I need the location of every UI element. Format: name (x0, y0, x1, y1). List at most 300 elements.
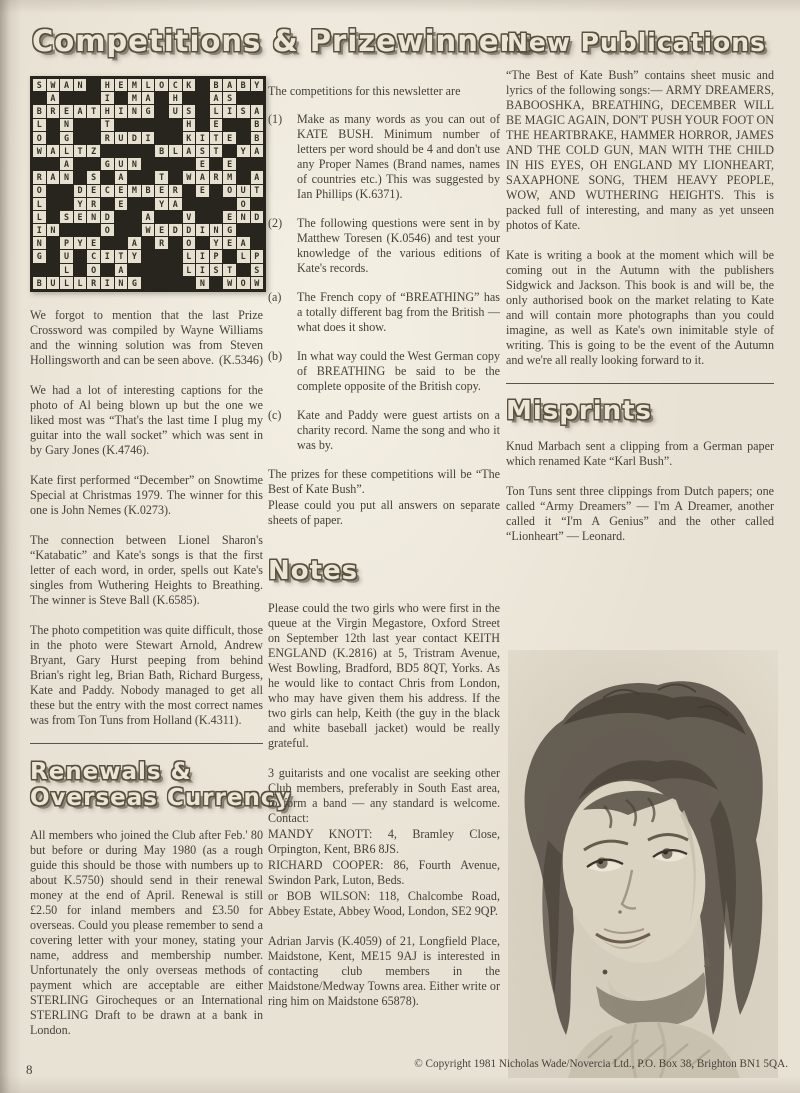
crossword-cell: O (101, 224, 114, 236)
crossword-cell: A (47, 171, 60, 183)
crossword-cell: T (223, 264, 236, 276)
crossword-cell: T (155, 171, 168, 183)
paragraph-katabatic-winner: The connection between Lionel Sharon's “Katabatic” and Kate's songs is that the first letter of each word, in order, spells out Kate's singles from Wuthering Heights to Breathing. The winner is Steve Ball (K.6585). (30, 532, 263, 607)
crossword-cell: E (223, 211, 236, 223)
crossword-cell: I (196, 224, 209, 236)
crossword-cell (101, 264, 114, 276)
crossword-cell: I (196, 264, 209, 276)
crossword-cell: B (210, 79, 223, 91)
crossword-cell (210, 211, 223, 223)
section-title-renewals-line1: Renewals & (30, 758, 192, 785)
crossword-cell: A (196, 171, 209, 183)
paragraph-caption-competition: We had a lot of interesting captions for the photo of Al being blown up but the one we liked most was “That's the last time I plug my guitar into the wall socket” which was sent in by Gary Jones (K.4746). (30, 382, 263, 457)
crossword-cell: L (60, 277, 73, 289)
copyright-line: © Copyright 1981 Nicholas Wade/Novercia Ltd., P.O. Box 38, Brighton BN1 5QA. (414, 1058, 788, 1070)
crossword-cell: Y (155, 198, 168, 210)
crossword-cell: R (47, 105, 60, 117)
crossword-cell (210, 185, 223, 197)
crossword-cell (115, 224, 128, 236)
crossword-cell (87, 132, 100, 144)
crossword-cell (210, 198, 223, 210)
crossword-cell: U (237, 185, 250, 197)
paragraph-answers: Please could you put all answers on separate sheets of paper. (268, 497, 500, 527)
crossword-cell: L (210, 105, 223, 117)
crossword-cell: T (101, 119, 114, 131)
crossword-cell: E (210, 119, 223, 131)
crossword-cell (169, 277, 182, 289)
crossword-cell (169, 264, 182, 276)
crossword-cell (155, 132, 168, 144)
crossword-cell: E (60, 105, 73, 117)
crossword-cell (74, 132, 87, 144)
crossword-cell (74, 224, 87, 236)
crossword-cell: G (128, 277, 141, 289)
crossword-cell: H (169, 92, 182, 104)
crossword-cell (169, 119, 182, 131)
crossword-cell: N (128, 158, 141, 170)
crossword-cell: S (33, 79, 46, 91)
crossword-cell: W (33, 145, 46, 157)
crossword-cell (210, 277, 223, 289)
crossword-cell: H (101, 79, 114, 91)
crossword-cell (251, 198, 264, 210)
crossword-cell: R (169, 185, 182, 197)
item-label: (a) (268, 289, 282, 304)
crossword-cell (60, 185, 73, 197)
crossword-cell (237, 119, 250, 131)
crossword-cell: I (223, 105, 236, 117)
crossword-cell: O (237, 198, 250, 210)
crossword-cell (87, 79, 100, 91)
portrait-sketch-illustration (508, 650, 778, 1078)
item-text: Make as many words as you can out of KATE BUSH. Minimum number of letters per word should be 4 and don't use any Proper Names (Brand names, names of countries etc.) This was suggested by Ian Phillips (K.6371). (297, 111, 500, 201)
crossword-cell: A (128, 237, 141, 249)
contact-bob-wilson: or BOB WILSON: 118, Chalcombe Road, Abbey Estate, Abbey Wood, London, SE2 9QP. (268, 888, 500, 918)
crossword-cell (142, 158, 155, 170)
crossword-cell: O (223, 185, 236, 197)
crossword-cell (33, 158, 46, 170)
crossword-cell: N (74, 79, 87, 91)
crossword-cell (142, 171, 155, 183)
competition-item-a (268, 290, 500, 335)
crossword-cell: A (183, 145, 196, 157)
crossword-cell: L (33, 119, 46, 131)
competition-item-2 (268, 216, 500, 276)
crossword-cell (223, 145, 236, 157)
crossword-cell: S (210, 264, 223, 276)
crossword-cell: L (142, 79, 155, 91)
crossword-cell: L (183, 264, 196, 276)
paragraph-band-seeking: 3 guitarists and one vocalist are seeking other Club members, preferably in South East area, to form a band — any standard is welcome. Contact: (268, 765, 500, 825)
membership-ref: (K.5346) (219, 352, 263, 367)
paragraph-photo-competition: The photo competition was quite difficult, those in the photo were Stewart Arnold, Andrew Bryant, Gary Hurst peeping from behind Brian's right leg, Brian Bath, Richard Burgess, Kate and Paddy. Nobody managed to get all these but the entry with the most correct names was from Ton Tuns from Holland (K.4311). (30, 622, 263, 727)
crossword-cell: A (210, 92, 223, 104)
crossword-cell: W (251, 277, 264, 289)
crossword-cell: A (251, 171, 264, 183)
crossword-cell (87, 92, 100, 104)
crossword-cell: G (33, 250, 46, 262)
crossword-cell: W (47, 79, 60, 91)
crossword-cell (142, 264, 155, 276)
crossword-cell: L (183, 250, 196, 262)
crossword-cell (155, 158, 168, 170)
competition-item-b (268, 349, 500, 394)
crossword-cell: Y (74, 198, 87, 210)
crossword-cell: N (210, 224, 223, 236)
left-column (30, 76, 292, 1053)
crossword-cell: E (115, 185, 128, 197)
crossword-cell: H (101, 105, 114, 117)
crossword-cell: Y (128, 250, 141, 262)
crossword-cell (128, 264, 141, 276)
crossword-cell (74, 119, 87, 131)
crossword-cell: G (101, 158, 114, 170)
crossword-cell (196, 211, 209, 223)
crossword-cell: E (223, 158, 236, 170)
crossword-cell (237, 92, 250, 104)
section-title-notes: Notes (268, 555, 359, 586)
crossword-cell: L (60, 264, 73, 276)
crossword-cell: P (60, 237, 73, 249)
crossword-cell: C (101, 185, 114, 197)
crossword-cell: B (251, 119, 264, 131)
crossword-cell: D (183, 224, 196, 236)
crossword-cell: L (33, 211, 46, 223)
crossword-cell: D (169, 224, 182, 236)
crossword-cell (142, 277, 155, 289)
crossword-cell: O (87, 264, 100, 276)
crossword-cell: D (74, 185, 87, 197)
crossword-cell: O (155, 79, 168, 91)
crossword-cell (142, 198, 155, 210)
crossword-cell: A (47, 92, 60, 104)
crossword-cell: E (223, 132, 236, 144)
crossword-cell (142, 250, 155, 262)
crossword-cell: Y (210, 237, 223, 249)
crossword-cell: V (183, 211, 196, 223)
crossword-cell (87, 119, 100, 131)
crossword-cell: S (183, 105, 196, 117)
crossword-cell: E (87, 237, 100, 249)
item-text: The following questions were sent in by Matthew Toresen (K.0546) and test your knowledge of the various editions of Kate's records. (297, 215, 500, 275)
crossword-cell: W (183, 171, 196, 183)
paragraph-notes-girls: Please could the two girls who were first in the queue at the Virgin Megastore, Oxford Street on September 12th last year contact KEITH ENGLAND (K.2816) at 5, Tristram Avenue, West Bowling, Bradford, BD5 8QT, Yorks. As he would like to contact Chris from London, who may have given them his address. If the two girls can help, Keith (the guy in the black and white baseball jacket) would be really grateful. (268, 600, 500, 750)
page-title-competitions-prizewinners: Competitions & Prizewinners (32, 24, 534, 58)
crossword-cell (210, 158, 223, 170)
crossword-cell: N (47, 224, 60, 236)
crossword-cell: K (183, 132, 196, 144)
crossword-cell (169, 250, 182, 262)
crossword-cell: P (210, 250, 223, 262)
crossword-cell (47, 132, 60, 144)
crossword-cell (74, 171, 87, 183)
crossword-cell: L (33, 198, 46, 210)
crossword-cell: D (251, 211, 264, 223)
crossword-cell (115, 92, 128, 104)
crossword-cell: L (74, 277, 87, 289)
crossword-cell (101, 198, 114, 210)
crossword-cell: I (196, 250, 209, 262)
crossword-cell: E (196, 185, 209, 197)
crossword-cell (115, 237, 128, 249)
crossword-cell: I (33, 224, 46, 236)
crossword-cell: N (237, 211, 250, 223)
paragraph-kate-book: Kate is writing a book at the moment which will be coming out in the Autumn with the publishers Sidgwick and Jackson. This book is and will be, the only authorised book on the market relating to Kate and will contain more photographs than you could imagine, as well as Kate's own inimitable style of writing. This is going to be the event of the Autumn and we're all really looking forward to it. (506, 247, 774, 367)
crossword-cell: Y (237, 145, 250, 157)
crossword-cell: S (237, 105, 250, 117)
crossword-cell (128, 198, 141, 210)
page-number: 8 (26, 1062, 33, 1077)
crossword-cell (74, 158, 87, 170)
crossword-cell (223, 119, 236, 131)
crossword-cell (74, 264, 87, 276)
crossword-cell: A (237, 237, 250, 249)
crossword-cell (155, 277, 168, 289)
crossword-cell: A (251, 105, 264, 117)
crossword-cell: A (223, 79, 236, 91)
crossword-cell (142, 145, 155, 157)
crossword-cell: I (101, 92, 114, 104)
crossword-cell (60, 92, 73, 104)
crossword-cell (74, 250, 87, 262)
crossword-cell (251, 158, 264, 170)
paragraph-misprint-dutch: Ton Tuns sent three clippings from Dutch papers; one called “Army Dreamers” — I'm A Dreamer, another called it “I'm A Genius” and the other called “Lionheart” — Leonard. (506, 483, 774, 543)
paragraph-renewals: All members who joined the Club after Feb.' 80 but before or during May 1980 (as a rough guide this should be those with numbers up to about K.5750) should send in their renewal money at the end of April. Renewal is still £2.50 for inland members and £3.50 for overseas. Could you please remember to send a covering letter with your money, stating your name, address and membership number. Unfortunately the only overseas methods of payment which are acceptable are either STERLING Girocheques or an International STERLING Draft to be drawn at a bank in London. (30, 827, 263, 1037)
crossword-cell (47, 250, 60, 262)
crossword-cell: Y (251, 79, 264, 91)
crossword-cell (196, 105, 209, 117)
crossword-cell: B (33, 105, 46, 117)
crossword-cell: K (183, 79, 196, 91)
crossword-cell: A (60, 79, 73, 91)
crossword-cell: E (74, 211, 87, 223)
crossword-cell: M (128, 79, 141, 91)
crossword-cell: A (169, 198, 182, 210)
crossword-cell (183, 277, 196, 289)
crossword-cell: A (74, 105, 87, 117)
crossword-cell: T (251, 185, 264, 197)
crossword-cell (33, 264, 46, 276)
crossword-cell: T (74, 145, 87, 157)
crossword-cell (47, 211, 60, 223)
crossword-cell: B (33, 277, 46, 289)
crossword-cell: T (87, 105, 100, 117)
right-column (506, 68, 774, 559)
crossword-cell: E (155, 224, 168, 236)
crossword-cell (237, 224, 250, 236)
crossword-cell (196, 237, 209, 249)
section-title-new-publications: New Publications (507, 28, 766, 57)
crossword-cell: N (87, 211, 100, 223)
crossword-cell: O (33, 185, 46, 197)
crossword-cell: I (142, 132, 155, 144)
crossword-cell (169, 171, 182, 183)
crossword-cell: R (101, 132, 114, 144)
crossword-cell: U (115, 132, 128, 144)
competition-item-c (268, 408, 500, 453)
crossword-cell (47, 185, 60, 197)
crossword-cell: E (155, 185, 168, 197)
crossword-cell: A (115, 171, 128, 183)
crossword-cell: R (87, 198, 100, 210)
crossword-cell (223, 198, 236, 210)
crossword-cell: D (101, 211, 114, 223)
crossword-cell: C (169, 79, 182, 91)
crossword-cell: B (251, 132, 264, 144)
crossword-cell: G (223, 224, 236, 236)
crossword-cell: L (169, 145, 182, 157)
crossword-cell (47, 237, 60, 249)
crossword-cell: A (142, 92, 155, 104)
crossword-cell: S (196, 145, 209, 157)
crossword-cell: G (142, 105, 155, 117)
paragraph-prizes: The prizes for these competitions will be “The Best of Kate Bush”. (268, 466, 500, 496)
crossword-cell (183, 158, 196, 170)
crossword-cell: S (251, 264, 264, 276)
crossword-cell: C (87, 250, 100, 262)
crossword-cell (223, 250, 236, 262)
crossword-cell (183, 198, 196, 210)
crossword-cell (142, 237, 155, 249)
crossword-cell (196, 198, 209, 210)
crossword-cell: R (210, 171, 223, 183)
crossword-cell (196, 119, 209, 131)
crossword-cell: U (169, 105, 182, 117)
crossword-cell (237, 132, 250, 144)
item-label: (1) (268, 111, 283, 126)
crossword-cell (196, 92, 209, 104)
item-text: In what way could the West German copy of BREATHING be said to be the complete opposite of the British copy. (297, 348, 500, 393)
section-title-misprints: Misprints (506, 395, 653, 426)
item-label: (b) (268, 348, 283, 363)
crossword-cell: L (60, 145, 73, 157)
crossword-cell (128, 145, 141, 157)
item-label: (c) (268, 407, 282, 422)
crossword-cell (47, 158, 60, 170)
middle-column (268, 84, 500, 1024)
crossword-cell (60, 198, 73, 210)
crossword-cell: N (115, 277, 128, 289)
crossword-cell: B (155, 145, 168, 157)
crossword-cell (115, 211, 128, 223)
kate-bush-portrait-photo (508, 650, 778, 1078)
crossword-cell: R (155, 237, 168, 249)
crossword-cell (142, 119, 155, 131)
crossword-cell: E (223, 237, 236, 249)
crossword-cell: I (101, 277, 114, 289)
crossword-cell: T (115, 250, 128, 262)
crossword-cell: E (115, 198, 128, 210)
crossword-cell (87, 224, 100, 236)
crossword-cell: H (183, 119, 196, 131)
crossword-cell (128, 171, 141, 183)
item-text: Kate and Paddy were guest artists on a charity record. Name the song and who it was by. (297, 407, 500, 452)
crossword-grid (30, 76, 266, 292)
crossword-cell: E (87, 185, 100, 197)
crossword-cell (183, 185, 196, 197)
crossword-cell (155, 211, 168, 223)
crossword-cell (128, 224, 141, 236)
crossword-cell (115, 119, 128, 131)
crossword-cell: S (223, 92, 236, 104)
crossword-cell: M (128, 92, 141, 104)
crossword-cell (155, 119, 168, 131)
paragraph-december-winner: Kate first performed “December” on Snowtime Special at Christmas 1979. The winner for this one is John Nemes (K.0273). (30, 472, 263, 517)
crossword-cell: D (128, 132, 141, 144)
crossword-cell: S (60, 211, 73, 223)
crossword-cell (128, 211, 141, 223)
crossword-cell: A (47, 145, 60, 157)
crossword-cell (33, 92, 46, 104)
crossword-cell (155, 105, 168, 117)
crossword-cell: U (60, 250, 73, 262)
crossword-cell (47, 198, 60, 210)
crossword-cell: A (251, 145, 264, 157)
divider-right-column (506, 383, 774, 384)
crossword-cell (101, 237, 114, 249)
crossword-cell: U (115, 158, 128, 170)
crossword-cell (183, 92, 196, 104)
crossword-cell: R (33, 171, 46, 183)
crossword-cell (47, 119, 60, 131)
crossword-cell (60, 224, 73, 236)
crossword-cell: A (115, 264, 128, 276)
crossword-cell: I (101, 250, 114, 262)
crossword-cell: N (60, 171, 73, 183)
item-text: The French copy of “BREATHING” has a totally different bag from the British — what does it show. (297, 289, 500, 334)
item-label: (2) (268, 215, 283, 230)
contact-mandy-knott: MANDY KNOTT: 4, Bramley Close, Orpington, Kent, BR6 8JS. (268, 826, 500, 856)
paragraph-misprint-karl-bush: Knud Marbach sent a clipping from a German paper which renamed Kate “Karl Bush”. (506, 439, 774, 468)
crossword-cell (47, 264, 60, 276)
crossword-cell (251, 224, 264, 236)
crossword-cell: E (196, 158, 209, 170)
crossword-cell: U (47, 277, 60, 289)
crossword-cell: N (33, 237, 46, 249)
crossword-cell: A (142, 211, 155, 223)
crossword-cell: Z (87, 145, 100, 157)
paragraph-text: We forgot to mention that the last Prize Crossword was compiled by Wayne Williams and the winning solution was from Steven Hollingsworth and can be seen above. (30, 308, 263, 367)
crossword-cell (169, 158, 182, 170)
crossword-cell: B (237, 79, 250, 91)
competitions-intro: The competitions for this newsletter are (268, 84, 461, 98)
paragraph-crossword-winner (30, 308, 263, 368)
crossword-cell (169, 132, 182, 144)
crossword-cell (101, 145, 114, 157)
crossword-cell: N (60, 119, 73, 131)
crossword-cell: B (142, 185, 155, 197)
crossword-cell (74, 92, 87, 104)
crossword-cell (169, 211, 182, 223)
crossword-cell: W (223, 277, 236, 289)
crossword-cell (251, 92, 264, 104)
crossword-cell: T (210, 145, 223, 157)
crossword-cell (196, 79, 209, 91)
crossword-cell (237, 264, 250, 276)
crossword-cell: T (210, 132, 223, 144)
crossword-cell: O (33, 132, 46, 144)
contact-richard-cooper: RICHARD COOPER: 86, Fourth Avenue, Swindon Park, Luton, Beds. (268, 857, 500, 887)
divider-left-column (30, 743, 263, 744)
crossword-cell: L (237, 250, 250, 262)
paragraph-best-of-kate-bush: “The Best of Kate Bush” contains sheet music and lyrics of the following songs:— ARMY DREAMERS, BABOOSHKA, BREATHING, DECEMBER WILL BE MAGIC AGAIN, DON'T PUSH YOUR FOOT ON THE HEARTBRAKE, HAMMER HORROR, JAMES AND THE COLD GUN, MAN WITH THE CHILD IN HIS EYES, OH ENGLAND MY LIONHEART, SAXAPHONE SONG, THEM HEAVY PEOPLE, WOW, AND WUTHERING HEIGHTS. This is packed full of interesting, and many as yet unseen photos of Kate. (506, 68, 774, 232)
crossword-cell: O (183, 237, 196, 249)
crossword-cell: I (115, 105, 128, 117)
crossword-cell: O (237, 277, 250, 289)
crossword-cell: Y (74, 237, 87, 249)
crossword-cell (101, 171, 114, 183)
crossword-cell: E (115, 79, 128, 91)
